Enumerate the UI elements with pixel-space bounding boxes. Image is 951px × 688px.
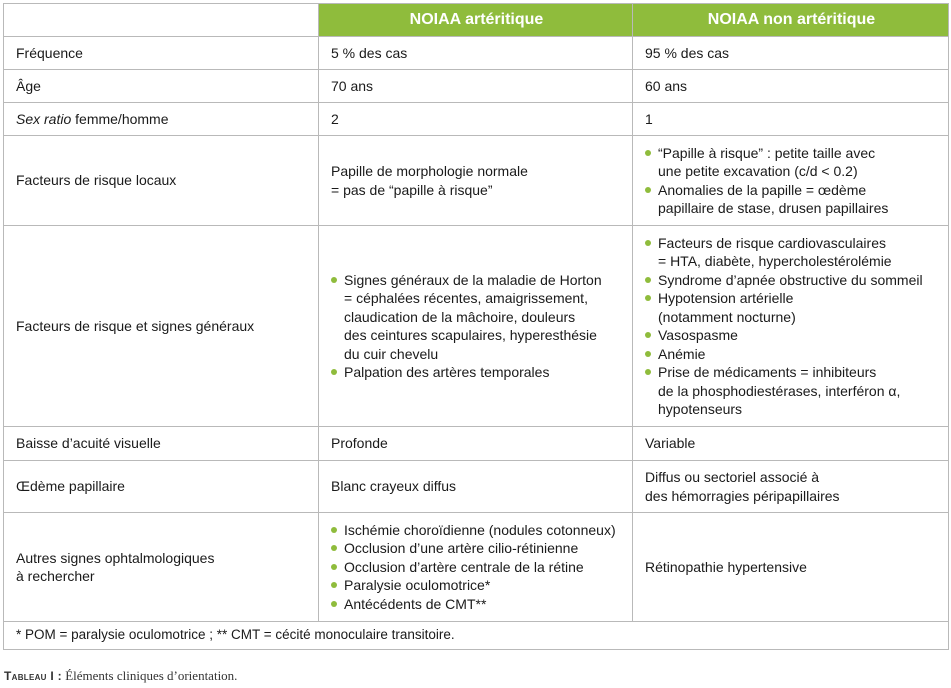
text-line: claudication de la mâchoire, douleurs xyxy=(344,308,576,325)
text-line: Papille de morphologie normale xyxy=(331,163,528,179)
bullet-list xyxy=(331,271,622,382)
text-line: Anémie xyxy=(658,345,706,362)
list-item xyxy=(331,595,622,614)
footnote: * POM = paralysie oculomotrice ; ** CMT = cécité monoculaire transitoire. xyxy=(4,622,949,650)
cell-non-arteritic: Variable xyxy=(633,427,949,461)
cell-non-arteritic xyxy=(633,136,949,226)
cell-arteritic: Profonde xyxy=(319,427,633,461)
table-row xyxy=(4,513,949,622)
text-line: Occlusion d’une artère cilio-rétinienne xyxy=(344,540,579,557)
label-italic: Sex ratio xyxy=(16,110,72,127)
table-row xyxy=(4,427,949,461)
bullet-list xyxy=(331,521,622,614)
list-item xyxy=(645,289,938,326)
text-line: Paralysie oculomotrice* xyxy=(344,577,491,594)
cell-arteritic xyxy=(319,136,633,226)
text-line: du cuir chevelu xyxy=(344,345,439,362)
list-item xyxy=(645,326,938,345)
text-line: Anomalies de la papille = œdème xyxy=(658,181,867,198)
list-item xyxy=(331,271,622,364)
header-arteritic: NOIAA artéritique xyxy=(319,4,633,37)
text-line: “Papille à risque” : petite taille avec xyxy=(658,144,876,161)
text-line: Occlusion d’artère centrale de la rétine xyxy=(344,558,584,575)
text-line: papillaire de stase, drusen papillaires xyxy=(658,200,889,216)
text-line: = pas de “papille à risque” xyxy=(331,181,493,198)
text-line: des ceintures scapulaires, hyperesthésie xyxy=(344,327,597,343)
cell-arteritic: 70 ans xyxy=(319,70,633,103)
header-non-arteritic: NOIAA non artéritique xyxy=(633,4,949,37)
table-row xyxy=(4,70,949,103)
table-row xyxy=(4,103,949,136)
cell-arteritic: Blanc crayeux diffus xyxy=(319,461,633,513)
list-item xyxy=(645,144,938,181)
text-line: = HTA, diabète, hypercholestérolémie xyxy=(658,253,892,269)
clinical-table xyxy=(3,3,949,650)
row-label: Facteurs de risque locaux xyxy=(4,136,319,226)
list-item xyxy=(645,363,938,419)
table-row xyxy=(4,226,949,427)
cell-arteritic xyxy=(319,226,633,427)
cell-arteritic: 5 % des cas xyxy=(319,37,633,70)
text-line: Prise de médicaments = inhibiteurs xyxy=(658,364,877,380)
text-line: hypotenseurs xyxy=(658,401,743,417)
text-line: Facteurs de risque cardiovasculaires xyxy=(658,234,886,251)
list-item xyxy=(645,271,938,290)
row-label: Fréquence xyxy=(4,37,319,70)
row-label: Âge xyxy=(4,70,319,103)
table-row xyxy=(4,461,949,513)
list-item xyxy=(645,234,938,271)
row-label xyxy=(4,103,319,136)
text-line: Autres signes ophtalmologiques xyxy=(16,549,215,566)
list-item xyxy=(645,181,938,218)
cell-non-arteritic: 1 xyxy=(633,103,949,136)
text-line: Vasospasme xyxy=(658,327,738,343)
list-item xyxy=(331,363,622,382)
footnote-row xyxy=(4,622,949,650)
text-line: une petite excavation (c/d < 0.2) xyxy=(658,163,858,179)
text-line: Diffus ou sectoriel associé à xyxy=(645,469,820,485)
text-line: (notamment nocturne) xyxy=(658,308,796,325)
cell-arteritic xyxy=(319,513,633,622)
table-row xyxy=(4,136,949,226)
list-item xyxy=(331,521,622,540)
bullet-list xyxy=(645,144,938,218)
caption-text: Éléments cliniques d’orientation. xyxy=(61,668,238,683)
cell-non-arteritic: Rétinopathie hypertensive xyxy=(633,513,949,622)
table-caption xyxy=(4,668,237,684)
text-line: Hypotension artérielle xyxy=(658,290,794,306)
header-row xyxy=(4,4,949,37)
row-label: Baisse d’acuité visuelle xyxy=(4,427,319,461)
table-row xyxy=(4,37,949,70)
text-line: Ischémie choroïdienne (nodules cotonneux) xyxy=(344,521,616,538)
cell-non-arteritic xyxy=(633,461,949,513)
label-rest: femme/homme xyxy=(71,110,169,127)
cell-non-arteritic: 95 % des cas xyxy=(633,37,949,70)
row-label: Facteurs de risque et signes généraux xyxy=(4,226,319,427)
text-line: Syndrome d’apnée obstructive du sommeil xyxy=(658,271,923,288)
cell-non-arteritic xyxy=(633,226,949,427)
row-label xyxy=(4,513,319,622)
text-line: de la phosphodiestérases, interféron α, xyxy=(658,382,901,399)
header-empty-cell xyxy=(4,4,319,37)
list-item xyxy=(331,576,622,595)
row-label: Œdème papillaire xyxy=(4,461,319,513)
text-line: Palpation des artères temporales xyxy=(344,364,550,380)
list-item xyxy=(331,558,622,577)
list-item xyxy=(645,345,938,364)
text-line: = céphalées récentes, amaigrissement, xyxy=(344,290,588,306)
list-item xyxy=(331,539,622,558)
text-line: à rechercher xyxy=(16,568,95,584)
text-line: des hémorragies péripapillaires xyxy=(645,487,840,504)
cell-non-arteritic: 60 ans xyxy=(633,70,949,103)
cell-arteritic: 2 xyxy=(319,103,633,136)
text-line: Antécédents de CMT** xyxy=(344,595,487,612)
text-line: Signes généraux de la maladie de Horton xyxy=(344,271,602,288)
bullet-list xyxy=(645,234,938,419)
caption-label: Tableau I : xyxy=(4,669,62,683)
